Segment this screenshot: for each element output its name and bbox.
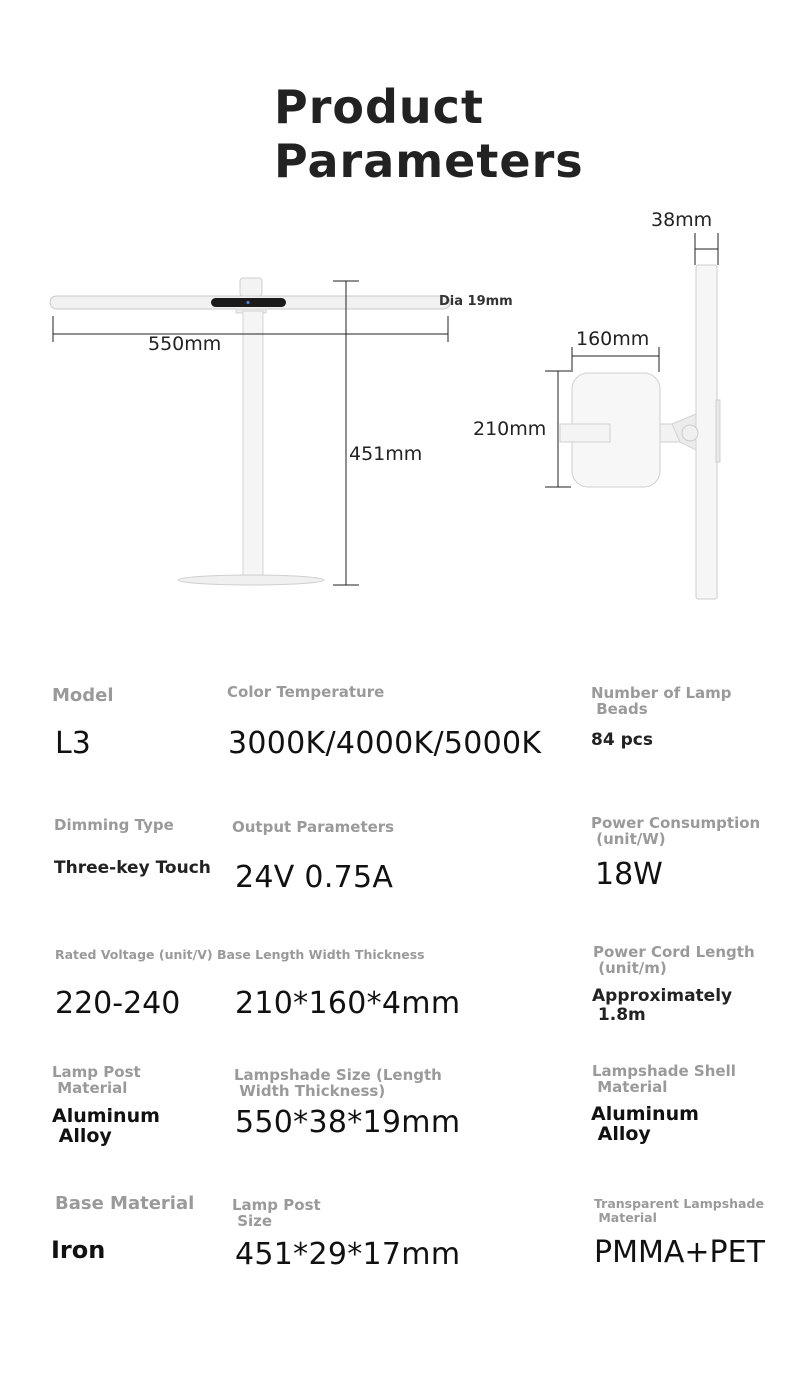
- spec-value-color-temperature: 3000K/4000K/5000K: [228, 726, 542, 761]
- base-width-dimension: 210mm: [473, 418, 547, 440]
- spec-value-output-parameters: 24V 0.75A: [235, 860, 394, 895]
- height-dimension: 451mm: [349, 443, 423, 465]
- spec-value-lamp-post-size: 451*29*17mm: [235, 1237, 461, 1272]
- spec-value-lamp-post-material: Aluminum Alloy: [52, 1105, 160, 1147]
- spec-value-model: L3: [55, 726, 91, 761]
- spec-value-lamp-beads: 84 pcs: [591, 730, 653, 750]
- lamp-joint: [240, 278, 262, 296]
- touch-indicator: [246, 301, 249, 304]
- spec-label-rated-voltage: Rated Voltage (unit/V) Base Length Width Thickness: [55, 947, 425, 962]
- thickness-dimension: 38mm: [651, 209, 713, 231]
- spec-label-output-parameters: Output Parameters: [232, 818, 395, 836]
- spec-label-power-cord-length: Power Cord Length (unit/m): [593, 943, 755, 977]
- spec-value-power-consumption: 18W: [595, 857, 663, 892]
- spec-value-base-size: 210*160*4mm: [235, 986, 461, 1021]
- spec-label-transparent-lampshade-material: Transparent Lampshade Material: [594, 1196, 764, 1225]
- spec-label-lampshade-shell-material: Lampshade Shell Material: [592, 1062, 736, 1096]
- lamp-post: [243, 311, 263, 579]
- spec-label-lamp-post-size: Lamp Post Size: [232, 1196, 321, 1230]
- spec-value-transparent-lampshade-material: PMMA+PET: [594, 1235, 765, 1270]
- lamp-diagram: [0, 0, 790, 620]
- spec-label-lamp-beads: Number of Lamp Beads: [591, 684, 732, 718]
- spec-label-color-temperature: Color Temperature: [227, 683, 385, 701]
- spec-value-dimming-type: Three-key Touch: [54, 858, 211, 878]
- lamp-base: [178, 575, 324, 585]
- spec-label-model: Model: [52, 685, 114, 706]
- spec-value-lampshade-shell-material: Aluminum Alloy: [591, 1103, 699, 1145]
- page-title: Product Parameters: [274, 80, 584, 188]
- spec-label-lamp-post-material: Lamp Post Material: [52, 1063, 141, 1097]
- spec-label-base-material: Base Material: [55, 1193, 195, 1214]
- spec-label-dimming-type: Dimming Type: [54, 816, 174, 834]
- diameter-dimension: Dia 19mm: [439, 294, 513, 309]
- lamp-front-view: [50, 278, 450, 585]
- spec-value-power-cord-length: Approximately 1.8m: [592, 986, 733, 1025]
- spec-value-lampshade-size: 550*38*19mm: [235, 1105, 461, 1140]
- width-dimension: 550mm: [148, 333, 222, 355]
- base-length-dimension: 160mm: [576, 328, 650, 350]
- spec-value-rated-voltage: 220-240: [55, 986, 181, 1021]
- spec-label-power-consumption: Power Consumption (unit/W): [591, 814, 761, 848]
- lampshade-side: [696, 265, 717, 599]
- spec-value-base-material: Iron: [51, 1236, 106, 1264]
- lamp-side-view: [545, 233, 720, 599]
- spec-label-lampshade-size: Lampshade Size (Length Width Thickness): [234, 1066, 442, 1100]
